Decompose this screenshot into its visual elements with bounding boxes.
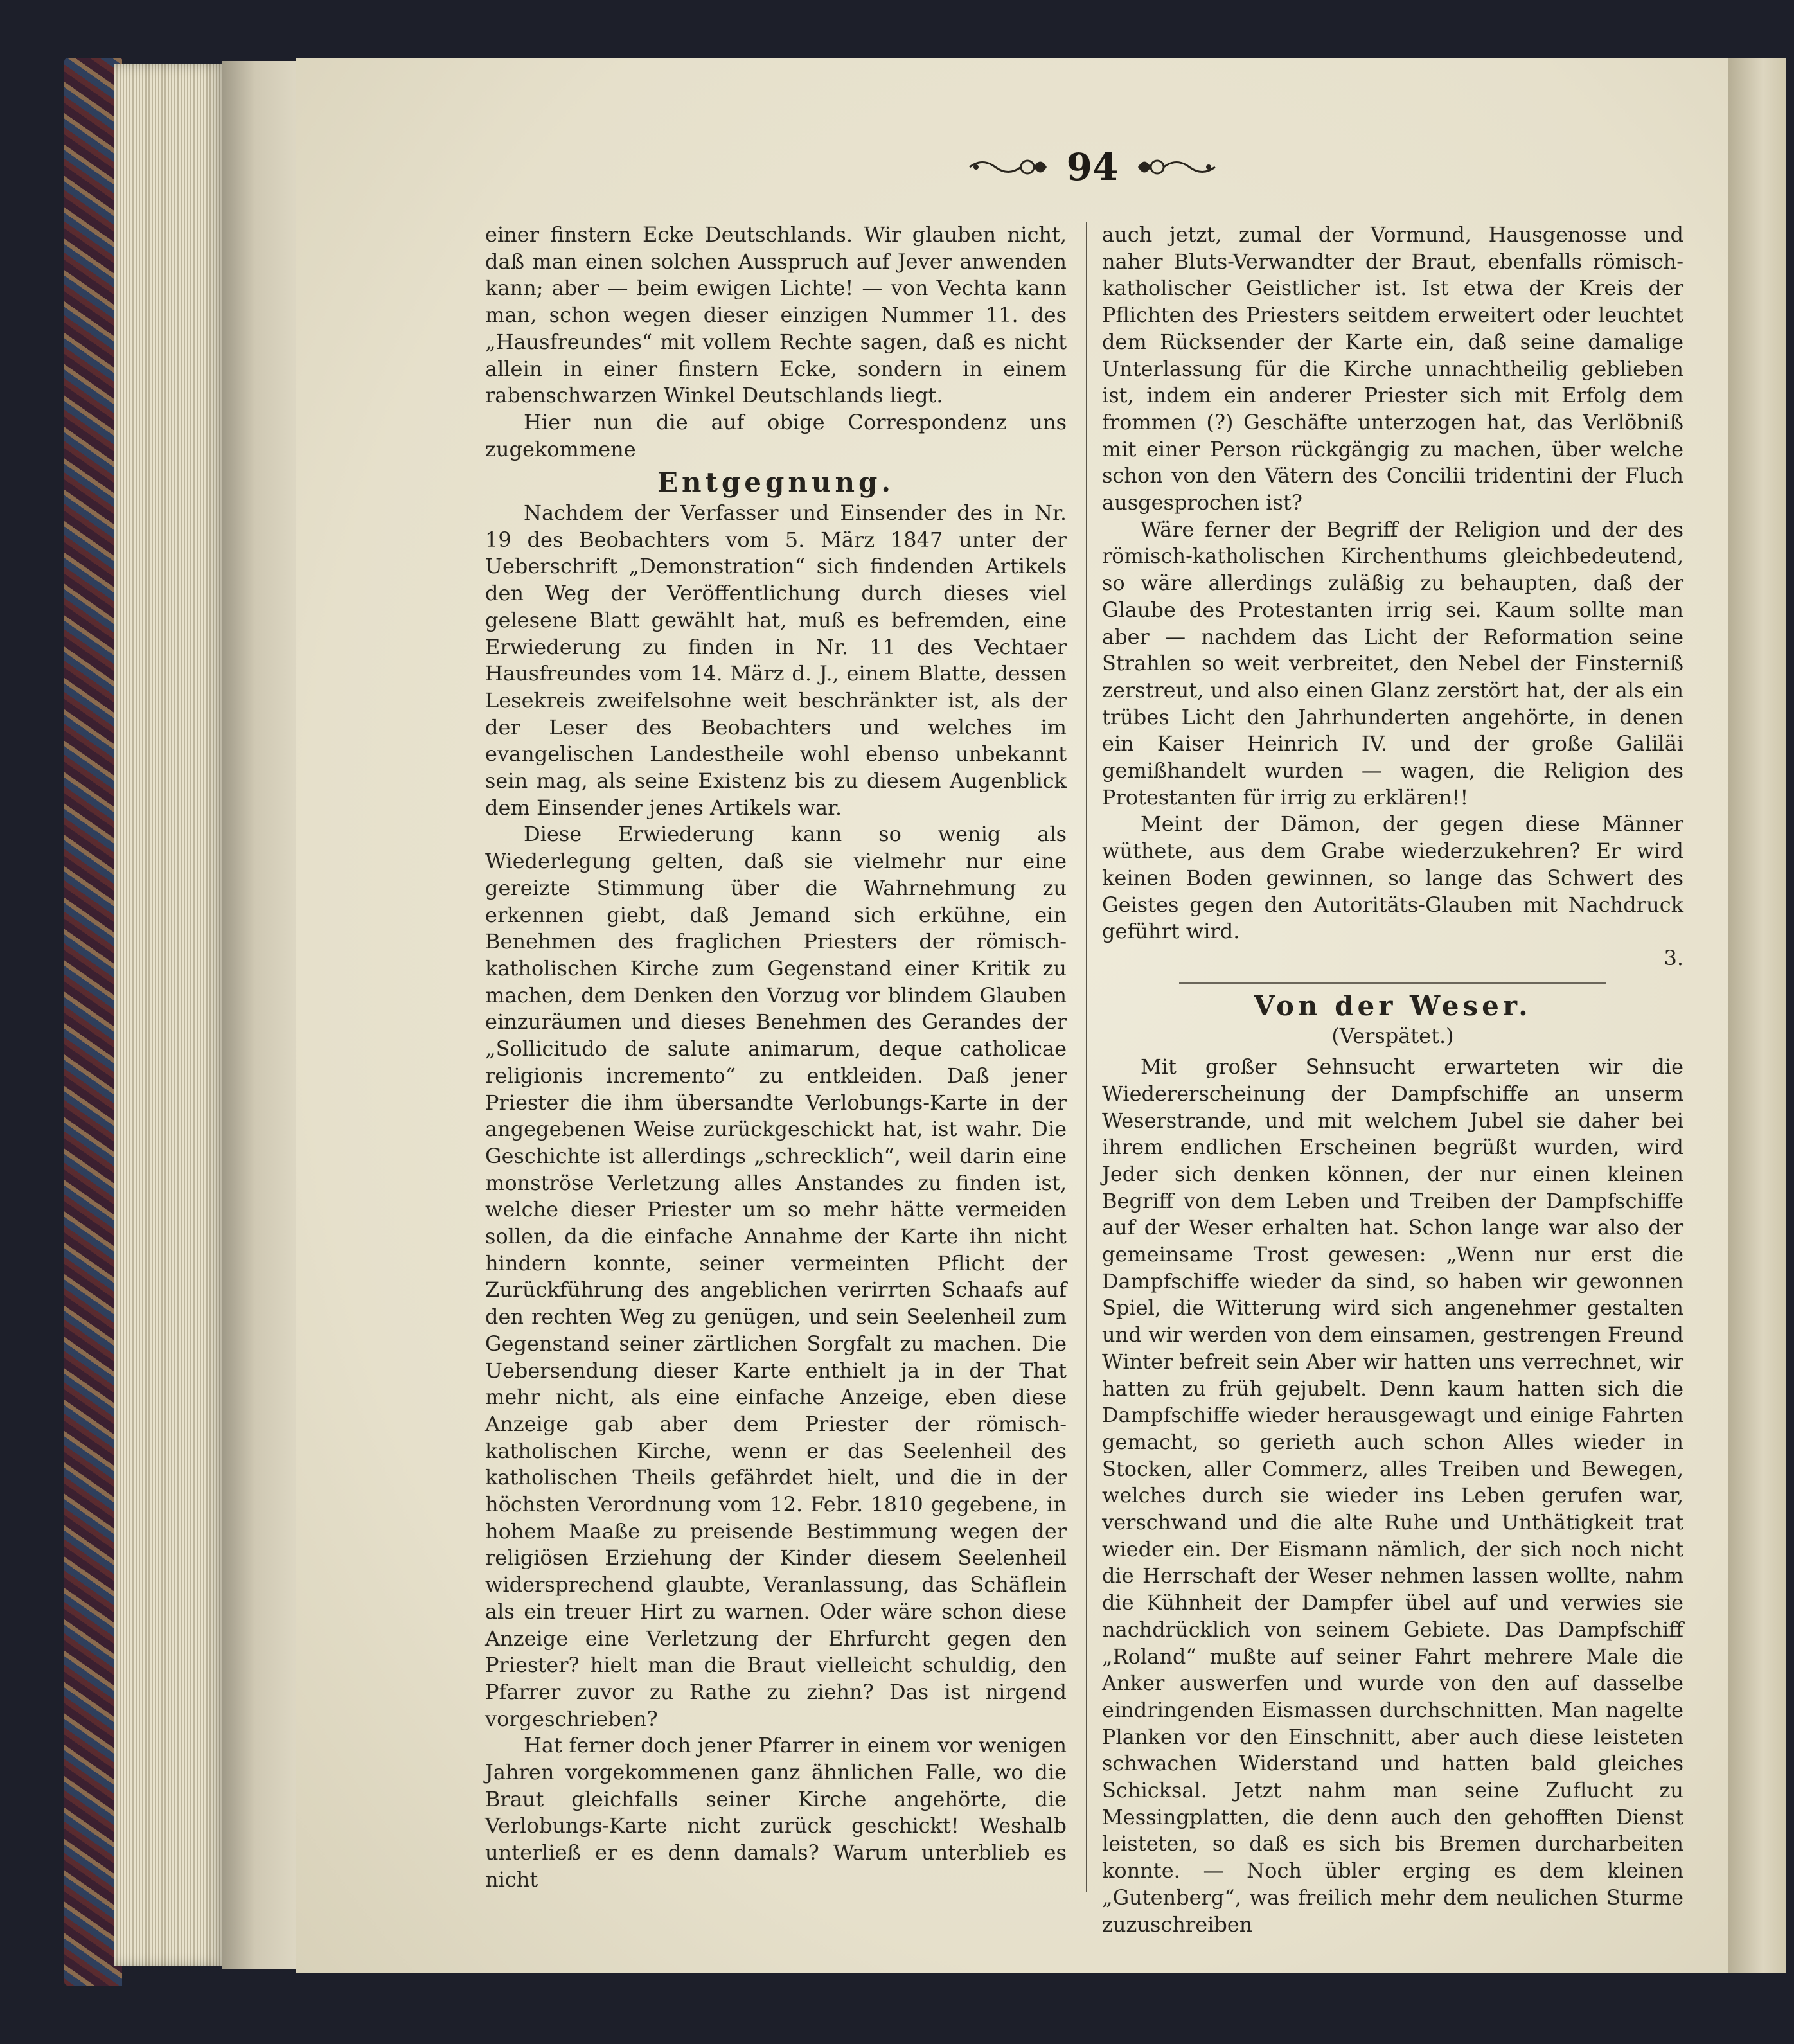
scroll-ornament-icon <box>1135 151 1218 183</box>
paragraph: Hat ferner doch jener Pfarrer in einem vor wenigen Jahren vorgekommenen ganz ähnlichen Falle, wo die Braut gleichfalls seiner Kirche angehörte, die Verlobungs-Karte nicht zurück geschickt! Weshalb unterließ er es denn damals? Warum unterblieb es nicht <box>485 1733 1067 1892</box>
left-column <box>485 222 1067 1894</box>
signature: 3. <box>1664 945 1683 970</box>
paragraph: auch jetzt, zumal der Vormund, Hausgenosse und naher Bluts-Verwandter der Braut, ebenfalls römisch-katholischer Geistlicher ist. Ist etwa der Kreis der Pflichten des Priesters seitdem erweitert oder leuchtet dem Rücksender der Karte ein, daß seine damalige Unterlassung für die Kirche unnachtheilig geblieben ist, indem ein anderer Priester sich mit Erfolg dem frommen (?) Geschäfte unterzogen hat, das Verlöbniß mit einer Person rückgängig zu machen, über welche schon von den Vätern des Concilii tridentini der Fluch ausgesprochen ist? <box>1102 222 1683 515</box>
paragraph: Meint der Dämon, der gegen diese Männer wüthete, aus dem Grabe wiederzukehren? Er wird keinen Boden gewinnen, so lange das Schwert des Geistes gegen den Autoritäts-Glauben mit Nachdruck geführt wird. <box>1102 812 1683 944</box>
paragraph: Nachdem der Verfasser und Einsender des in Nr. 19 des Beobachters vom 5. März 1847 unter der Ueberschrift „Demonstration“ sich findenden Artikels den Weg der Veröffentlichung durch dieses viel gelesene Blatt gewählt hat, muß es befremden, eine Erwiederung zu finden in Nr. 11 des Vechtaer Hausfreundes vom 14. März d. J., einem Blatte, dessen Lesekreis zweifelsohne weit beschränkter ist, als der der Leser des Beobachters und welches im evangelischen Landestheile wohl ebenso unbekannt sein mag, als seine Existenz bis zu diesem Augenblick dem Einsender jenes Artikels war. <box>485 501 1067 820</box>
page-edges <box>114 64 224 1966</box>
page-number: 94 <box>1066 145 1119 189</box>
article-heading: Entgegnung. <box>657 467 894 499</box>
paragraph: Mit großer Sehnsucht erwarteten wir die Wiedererscheinung der Dampfschiffe an unserm Weserstrande, und mit welchem Jubel sie daher bei ihrem endlichen Erscheinen begrüßt wurden, wird Jeder sich denken können, der nur einen kleinen Begriff von dem Leben und Treiben der Dampfschiffe auf der Weser erhalten hat. Schon lange war also der gemeinsame Trost gewesen: „Wenn nur erst die Dampfschiffe wieder da sind, so haben wir gewonnen Spiel, die Witterung wird sich angenehmer gestalten und wir werden von dem einsamen, gestrengen Freund Winter befreit sein Aber wir hatten uns verrechnet, wir hatten zu früh gejubelt. Denn kaum hatten sich die Dampfschiffe wieder herausgewagt und einige Fahrten gemacht, so gerieth auch schon Alles wieder in Stocken, aller Commerz, alles Treiben und Bewegen, welches durch sie wieder ins Leben gerufen war, verschwand und die alte Ruhe und Unthätigkeit trat wieder ein. Der Eismann nämlich, der sich noch nicht die Herrschaft der Weser nehmen lassen wollte, nahm die Kühnheit der Dampfer übel auf und verwies sie nachdrücklich von seinem Gebiete. Das Dampfschiff „Roland“ mußte auf seiner Fahrt mehrere Male die Anker auswerfen und wurde von den auf dasselbe eindringenden Eismassen durchschnitten. Man nagelte Planken vor den Einschnitt, aber auch diese leisteten schwachen Widerstand und hatten bald gleiches Schicksal. Jetzt nahm man seine Zuflucht zu Messingplatten, die denn auch den gehofften Dienst leisteten, so daß es sich bis Bremen durcharbeiten konnte. — Noch übler erging es dem kleinen „Gutenberg“, was freilich mehr dem neulichen Sturme zuzuschreiben <box>1102 1054 1683 1937</box>
paragraph: Diese Erwiederung kann so wenig als Wiederlegung gelten, daß sie vielmehr nur eine gereizte Stimmung über die Wahrnehmung zu erkennen giebt, daß Jemand sich erkühne, ein Benehmen des fraglichen Priesters der römisch-katholischen Kirche zum Gegenstand einer Kritik zu machen, dem Denken den Vorzug vor blindem Glauben einzuräumen und dieses Benehmen des Gerandes der „Sollicitudo de salute animarum, deque catholicae religionis incremento“ zu entkleiden. Daß jener Priester die ihm übersandte Verlobungs-Karte in der angegebenen Weise zurückgeschickt hat, ist wahr. Die Geschichte ist allerdings „schrecklich“, weil darin eine monströse Verletzung alles Anstandes zu finden ist, welche dieser Priester um so mehr hätte vermeiden sollen, da die einfache Annahme der Karte ihn nicht hindern konnte, seiner vermeinten Pflicht der Zurückführung des angeblichen verirrten Schaafs auf den rechten Weg zu genügen, und sein Seelenheil zum Gegenstand seiner zärtlichen Sorgfalt zu machen. Die Uebersendung dieser Karte enthielt ja in der That mehr nicht, als eine einfache Anzeige, eben diese Anzeige gab aber dem Priester der römisch-katholischen Kirche, wenn er das Seelenheil des katholischen Theils gefährdet hielt, und die in der höchsten Verordnung vom 12. Febr. 1810 gegebene, in hohem Maaße zu preisende Bestimmung wegen der religiösen Erziehung der Kinder diesem Seelenheil widersprechend glaubte, Veranlassung, das Schäflein als ein treuer Hirt zu warnen. Oder wäre schon diese Anzeige eine Verletzung der Ehrfurcht gegen den Priester? hielt man die Braut vielleicht schuldig, den Pfarrer zuvor zu Rathe zu ziehn? Das ist nirgend vorgeschrieben? <box>485 822 1067 1731</box>
right-column <box>1102 222 1683 1938</box>
marbled-book-cover <box>64 58 122 1986</box>
article-heading: Von der Weser. <box>1254 990 1532 1022</box>
article-subheading: (Verspätet.) <box>1331 1024 1454 1049</box>
page-header <box>938 145 1247 190</box>
page-gutter <box>222 61 305 1969</box>
section-divider <box>1179 982 1606 984</box>
paragraph: einer finstern Ecke Deutschlands. Wir glauben nicht, daß man einen solchen Ausspruch auf Jever anwenden kann; aber — beim ewigen Lichte! — von Vechta kann man, schon wegen dieser einzigen Nummer 11. des „Hausfreundes“ mit vollem Rechte sagen, daß es nicht allein in einer finstern Ecke, sondern in einem rabenschwarzen Winkel Deutschlands liegt. <box>485 222 1067 408</box>
paragraph: Hier nun die auf obige Correspondenz uns zugekommene <box>485 409 1067 461</box>
facing-page-edge <box>1728 58 1786 1973</box>
column-divider <box>1086 222 1087 1892</box>
scroll-ornament-icon <box>966 151 1050 183</box>
paragraph: Wäre ferner der Begriff der Religion und der des römisch-katholischen Kirchenthums gleichbedeutend, so wäre allerdings zuläßig zu behaupten, daß der Glaube des Protestanten irrig sei. Kaum sollte man aber — nachdem das Licht der Reformation seine Strahlen so weit verbreitet, den Nebel der Finsterniß zerstreut, und also einen Glanz zerstört hat, der als ein trübes Licht den Jahrhunderten angehörte, in denen ein Kaiser Heinrich IV. und der große Galiläi gemißhandelt wurden — wagen, die Religion des Protestanten für irrig zu erklären!! <box>1102 517 1683 810</box>
